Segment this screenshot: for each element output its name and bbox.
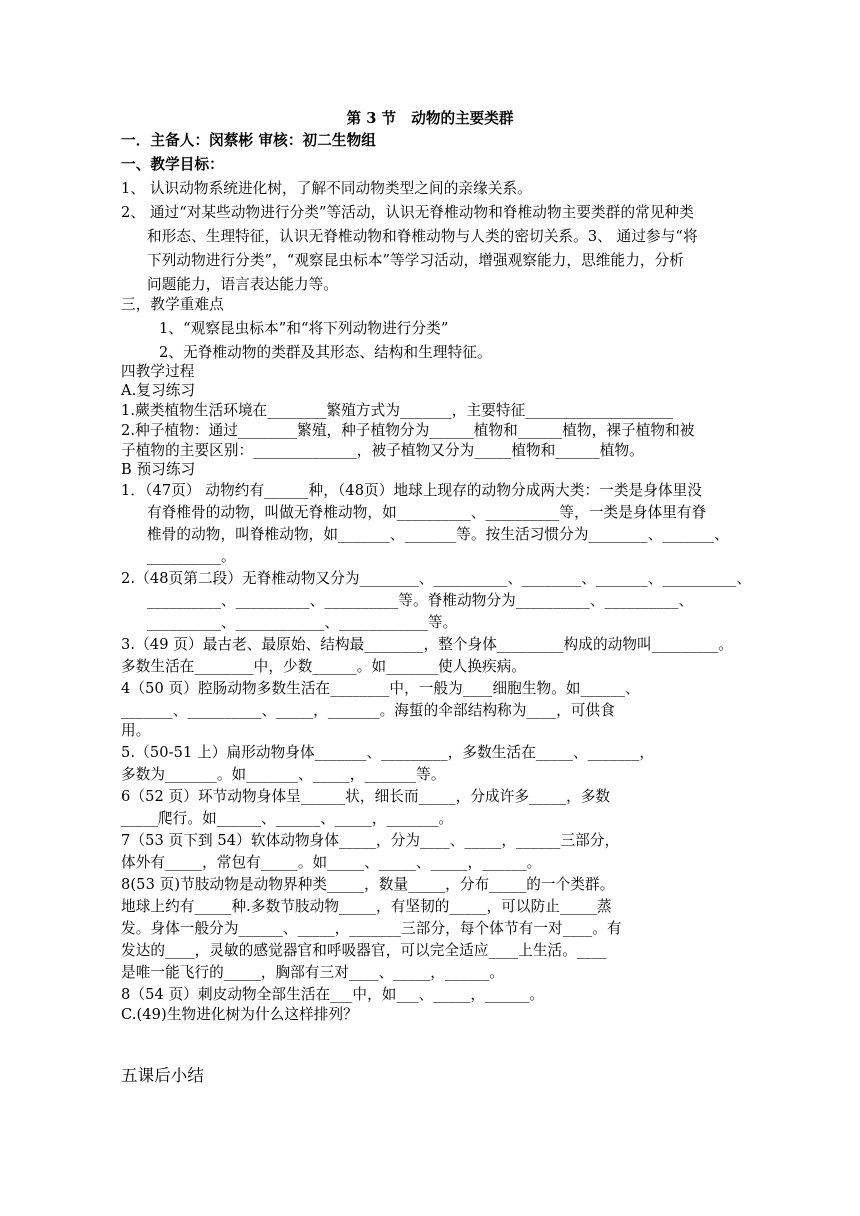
objective-line: 问题能力，语言表达能力等。 xyxy=(147,276,339,293)
preview-line: __________。 xyxy=(147,548,236,565)
preview-heading: B 预习练习 xyxy=(121,461,196,478)
summary-heading: 五课后小结 xyxy=(121,1066,204,1085)
preview-line: __________、__________、__________等。脊椎动物分为__________、__________、 xyxy=(147,592,694,609)
author-line: 一．主备人：闵蔡彬 审核：初二生物组 xyxy=(121,132,376,149)
preview-line: 6（52 页）环节动物身体呈______状，细长而_____，分成许多_____，多数 xyxy=(121,788,611,805)
preview-line: C.(49)生物进化树为什么这样排列？ xyxy=(121,1006,358,1023)
preview-line: 多数生活在________中，少数______。如_______使人换疾病。 xyxy=(121,658,527,675)
preview-line: 8（54 页）刺皮动物全部生活在___中，如___、_____，______。 xyxy=(121,986,545,1003)
preview-line: 有脊椎骨的动物，叫做无脊椎动物，如__________、__________等，一类是身体里有脊 xyxy=(147,504,707,521)
preview-line: 5.（50-51 上）扁形动物身体_______、_________，多数生活在_____、_______， xyxy=(121,744,655,761)
objectives-heading: 一、教学目标： xyxy=(121,156,224,173)
preview-line: 是唯一能飞行的_____，胸部有三对____、_____，______。 xyxy=(121,964,505,981)
objective-line: 1、 认识动物系统进化树，了解不同动物类型之间的亲缘关系。 xyxy=(121,180,532,197)
preview-line: 发。身体一般分为______、_____，_______三部分，每个体节有一对____。有 xyxy=(121,920,622,937)
process-heading: 四教学过程 xyxy=(121,363,195,380)
preview-line: 用。 xyxy=(121,722,151,739)
preview-line: 7（53 页下到 54）软体动物身体_____，分为____、_____，______三部分， xyxy=(121,832,620,849)
lesson-title: 第 3 节 动物的主要类群 xyxy=(346,110,514,127)
review-heading: A.复习练习 xyxy=(121,382,196,399)
preview-line: _____爬行。如______、______、_____，_______。 xyxy=(121,810,454,827)
key-point: 1、“观察昆虫标本”和“将下列动物进行分类” xyxy=(159,320,449,337)
preview-line: 体外有_____，常包有_____。如_____、_____、_____，______。 xyxy=(121,854,542,871)
preview-line: 椎骨的动物，叫脊椎动物，如_______、_______等。按生活习惯分为________、_______、 xyxy=(147,526,729,543)
preview-line: 多数为_______。如_______、_____，_______等。 xyxy=(121,766,446,783)
review-line: 子植物的主要区别：______________，被子植物又分为_____植物和______植物。 xyxy=(121,442,644,459)
key-point: 2、无脊椎动物的类群及其形态、结构和生理特征。 xyxy=(159,344,492,361)
preview-line: 2.（48页第二段）无脊椎动物又分为________、__________、________、_______、__________、 xyxy=(121,570,752,587)
preview-line: 地球上约有_____种.多数节肢动物_____，有坚韧的_____，可以防止_____蒸 xyxy=(121,898,612,915)
review-line: 2.种子植物：通过________繁殖，种子植物分为______植物和______植物，裸子植物和被 xyxy=(121,422,695,439)
objective-line: 下列动物进行分类”，“观察昆虫标本”等学习活动，增强观察能力，思维能力，分析 xyxy=(147,252,684,269)
key-points-heading: 三，教学重难点 xyxy=(121,296,224,313)
preview-line: 3.（49 页）最古老、最原始、结构最________，整个身体_________构成的动物叫_________。 xyxy=(121,636,733,653)
review-line: 1.蕨类植物生活环境在________繁殖方式为_______，主要特征____________________ xyxy=(121,402,674,419)
preview-line: 发达的____，灵敏的感觉器官和呼吸器官，可以完全适应____上生活。____ xyxy=(121,942,607,959)
preview-line: 1．（47页） 动物约有______种，（48页）地球上现存的动物分成两大类：一类是身体里没 xyxy=(121,482,703,499)
preview-line: __________、____________、____________等。 xyxy=(147,614,458,631)
preview-line: 4（50 页）腔肠动物多数生活在________中，一般为____细胞生物。如______、 xyxy=(121,680,640,697)
objective-line: 2、 通过“对某些动物进行分类”等活动，认识无脊椎动物和脊椎动物主要类群的常见种类 xyxy=(121,204,694,221)
preview-line: 8(53 页)节肢动物是动物界种类_____，数量_____，分布_____的一个类群。 xyxy=(121,876,615,893)
objective-line: 和形态、生理特征，认识无脊椎动物和脊椎动物与人类的密切关系。3、 通过参与“将 xyxy=(147,228,698,245)
preview-line: _______、__________、_____，_______。海蜇的伞部结构称为____，可供食 xyxy=(121,702,615,719)
